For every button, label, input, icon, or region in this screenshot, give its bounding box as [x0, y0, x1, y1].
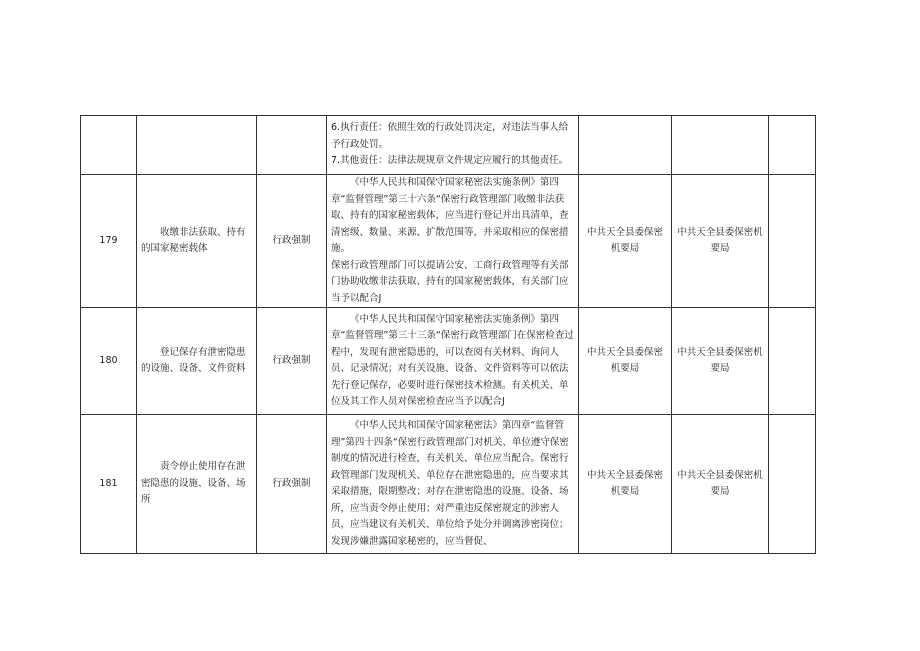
table-row — [81, 175, 816, 308]
table-row — [81, 415, 816, 554]
item-name: 登记保存有泄密隐患的设施、设备、文件资料 — [137, 308, 257, 415]
responsible-body: 中共天全县委保密机要局 — [672, 308, 769, 415]
implementing-body: 中共天全县委保密机要局 — [579, 308, 672, 415]
responsible-body: 中共天全县委保密机要局 — [672, 175, 769, 308]
basis-paragraph: 6.执行责任：依照生效的行政处罚决定，对违法当事人给予行政处罚。 — [331, 122, 569, 150]
legal-basis — [327, 175, 579, 308]
basis-paragraph: 《中华人民共和国保守国家秘密法》第四章“监督管理”第四十四条“保密行政管理部门对机关、单位遵守保密制度的情况进行检查，有关机关、单位应当配合。保密行政管理部门发现机关、单位存在泄密隐患的，应当要求其采取措施，限期整改；对存在泄密隐患的设施、设备、场所，应当责令停止使用；对严重违反保密规定的涉密人员，应当建议有关机关、单位给予处分并调离涉密岗位；发现涉嫌泄露国家秘密的，应当督促、 — [331, 420, 569, 547]
remarks — [769, 308, 816, 415]
remarks — [769, 116, 816, 175]
basis-paragraph: 《中华人民共和国保守国家秘密法实施条例》第四章“监督管理”第三十三条“保密行政管理部门在保密检查过程中，发现有泄密隐患的，可以查阅有关材料、询问人员、记录情况；对有关设施、设备、文件资料等可以依法先行登记保存，必要时进行保密技术检测。有关机关、单位及其工作人员对保密检查应当予以配合J — [331, 313, 574, 407]
row-number: 179 — [81, 175, 137, 308]
legal-basis — [327, 415, 579, 554]
table-row — [81, 116, 816, 175]
power-list-table — [80, 115, 816, 554]
item-name — [137, 116, 257, 175]
legal-basis — [327, 116, 579, 175]
implementing-body — [579, 116, 672, 175]
responsible-body — [672, 116, 769, 175]
table-row — [81, 308, 816, 415]
basis-paragraph: 保密行政管理部门可以提请公安、工商行政管理等有关部门协助收缴非法获取、持有的国家秘密载体，有关部门应当予以配合J — [331, 259, 569, 304]
row-number: 181 — [81, 415, 137, 554]
basis-paragraph: 7.其他责任：法律法规规章文件规定应履行的其他责任。 — [331, 155, 569, 167]
legal-basis — [327, 308, 579, 415]
item-name: 收缴非法获取、持有的国家秘密载体 — [137, 175, 257, 308]
item-category — [257, 116, 327, 175]
item-category: 行政强制 — [257, 308, 327, 415]
responsible-body: 中共天全县委保密机要局 — [672, 415, 769, 554]
row-number — [81, 116, 137, 175]
basis-paragraph: 《中华人民共和国保守国家秘密法实施条例》第四章“监督管理”第三十六条“保密行政管理部门收缴非法获取、持有的国家秘密载体，应当进行登记并出具清单，查清密级、数量、来源、扩散范围等，并采取相应的保密措施。 — [331, 177, 569, 254]
implementing-body: 中共天全县委保密机要局 — [579, 175, 672, 308]
item-name: 责令停止使用存在泄密隐患的设施、设备、场所 — [137, 415, 257, 554]
row-number: 180 — [81, 308, 137, 415]
item-category: 行政强制 — [257, 175, 327, 308]
item-category: 行政强制 — [257, 415, 327, 554]
implementing-body: 中共天全县委保密机要局 — [579, 415, 672, 554]
remarks — [769, 415, 816, 554]
remarks — [769, 175, 816, 308]
